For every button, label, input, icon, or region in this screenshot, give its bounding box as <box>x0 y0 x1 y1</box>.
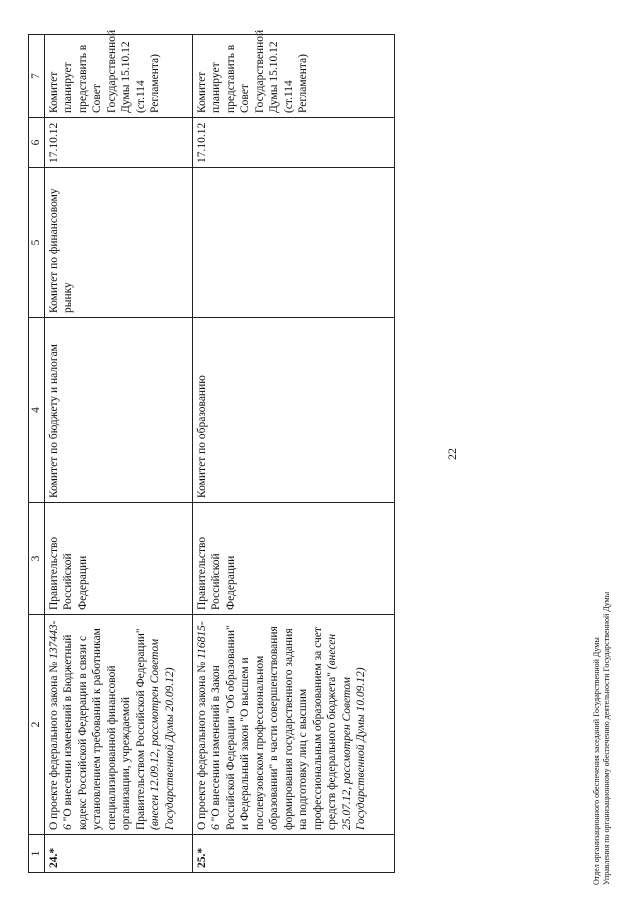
bill-title: "О внесении изменений в Бюджетный кодекс Российской Федерации в связи с установлением требований к работникам специализированной финансовой организации, учреждаемой Правительством Российской Федерации" <box>62 628 147 830</box>
bill-note: (внесен 25.07.12, рассмотрен Советом Государственной Думы 10.09.12) <box>326 633 367 830</box>
bill-title: "О внесении изменений в Закон Российской Федерации "Об образовании" и Федеральный закон "О высшем и послевузовском профессиональном образовании" в части совершенствования формирования государственного задания на подготовку лиц с высшим профессиональным образованием за счет средств федерального бюджета" <box>210 625 338 830</box>
table-row <box>44 35 192 873</box>
header-col-4: 4 <box>29 318 45 503</box>
header-col-7: 7 <box>29 35 45 118</box>
bills-table <box>28 29 395 873</box>
header-row <box>29 35 45 873</box>
row-number: 25.* <box>192 835 394 873</box>
bill-intro: О проекте федерального закона № <box>195 661 208 830</box>
plan-note: Комитет планирует представить в Совет Государственной Думы 15.10.12 (ст.114 Регламента) <box>192 35 394 118</box>
responsible-committee: Комитет по образованию <box>192 318 394 503</box>
header-col-3: 3 <box>29 503 45 615</box>
table-row <box>192 35 394 873</box>
bill-number: 137443-6 <box>47 620 74 830</box>
initiator: Правительство Российской Федерации <box>44 503 192 615</box>
footer <box>592 592 612 885</box>
date: 17.10.12 <box>192 118 394 168</box>
page-number: 22 <box>445 448 459 460</box>
bill-intro: О проекте федерального закона № <box>47 661 60 830</box>
header-col-5: 5 <box>29 168 45 318</box>
bill-number: 116815-6 <box>195 621 222 830</box>
date: 17.10.12 <box>44 118 192 168</box>
bill-description <box>44 615 192 835</box>
header-col-2: 2 <box>29 615 45 835</box>
plan-note: Комитет планирует представить в Совет Государственной Думы 15.10.12 (ст.114 Регламента) <box>44 35 192 118</box>
bill-note: (внесен 12.09.12, рассмотрен Советом Государственной Думы 20.09.12) <box>149 638 176 830</box>
co-committee: Комитет по финансовому рынку <box>44 168 192 318</box>
initiator: Правительство Российской Федерации <box>192 503 394 615</box>
responsible-committee: Комитет по бюджету и налогам <box>44 318 192 503</box>
header-col-1: 1 <box>29 835 45 873</box>
bill-description <box>192 615 394 835</box>
row-number: 24.* <box>44 835 192 873</box>
footer-line-2: Управления по организационному обеспечению деятельности Государственной Думы <box>602 591 611 885</box>
header-col-6: 6 <box>29 118 45 168</box>
co-committee <box>192 168 394 318</box>
footer-line-1: Отдел организационного обеспечения заседаний Государственной Думы <box>592 637 601 885</box>
